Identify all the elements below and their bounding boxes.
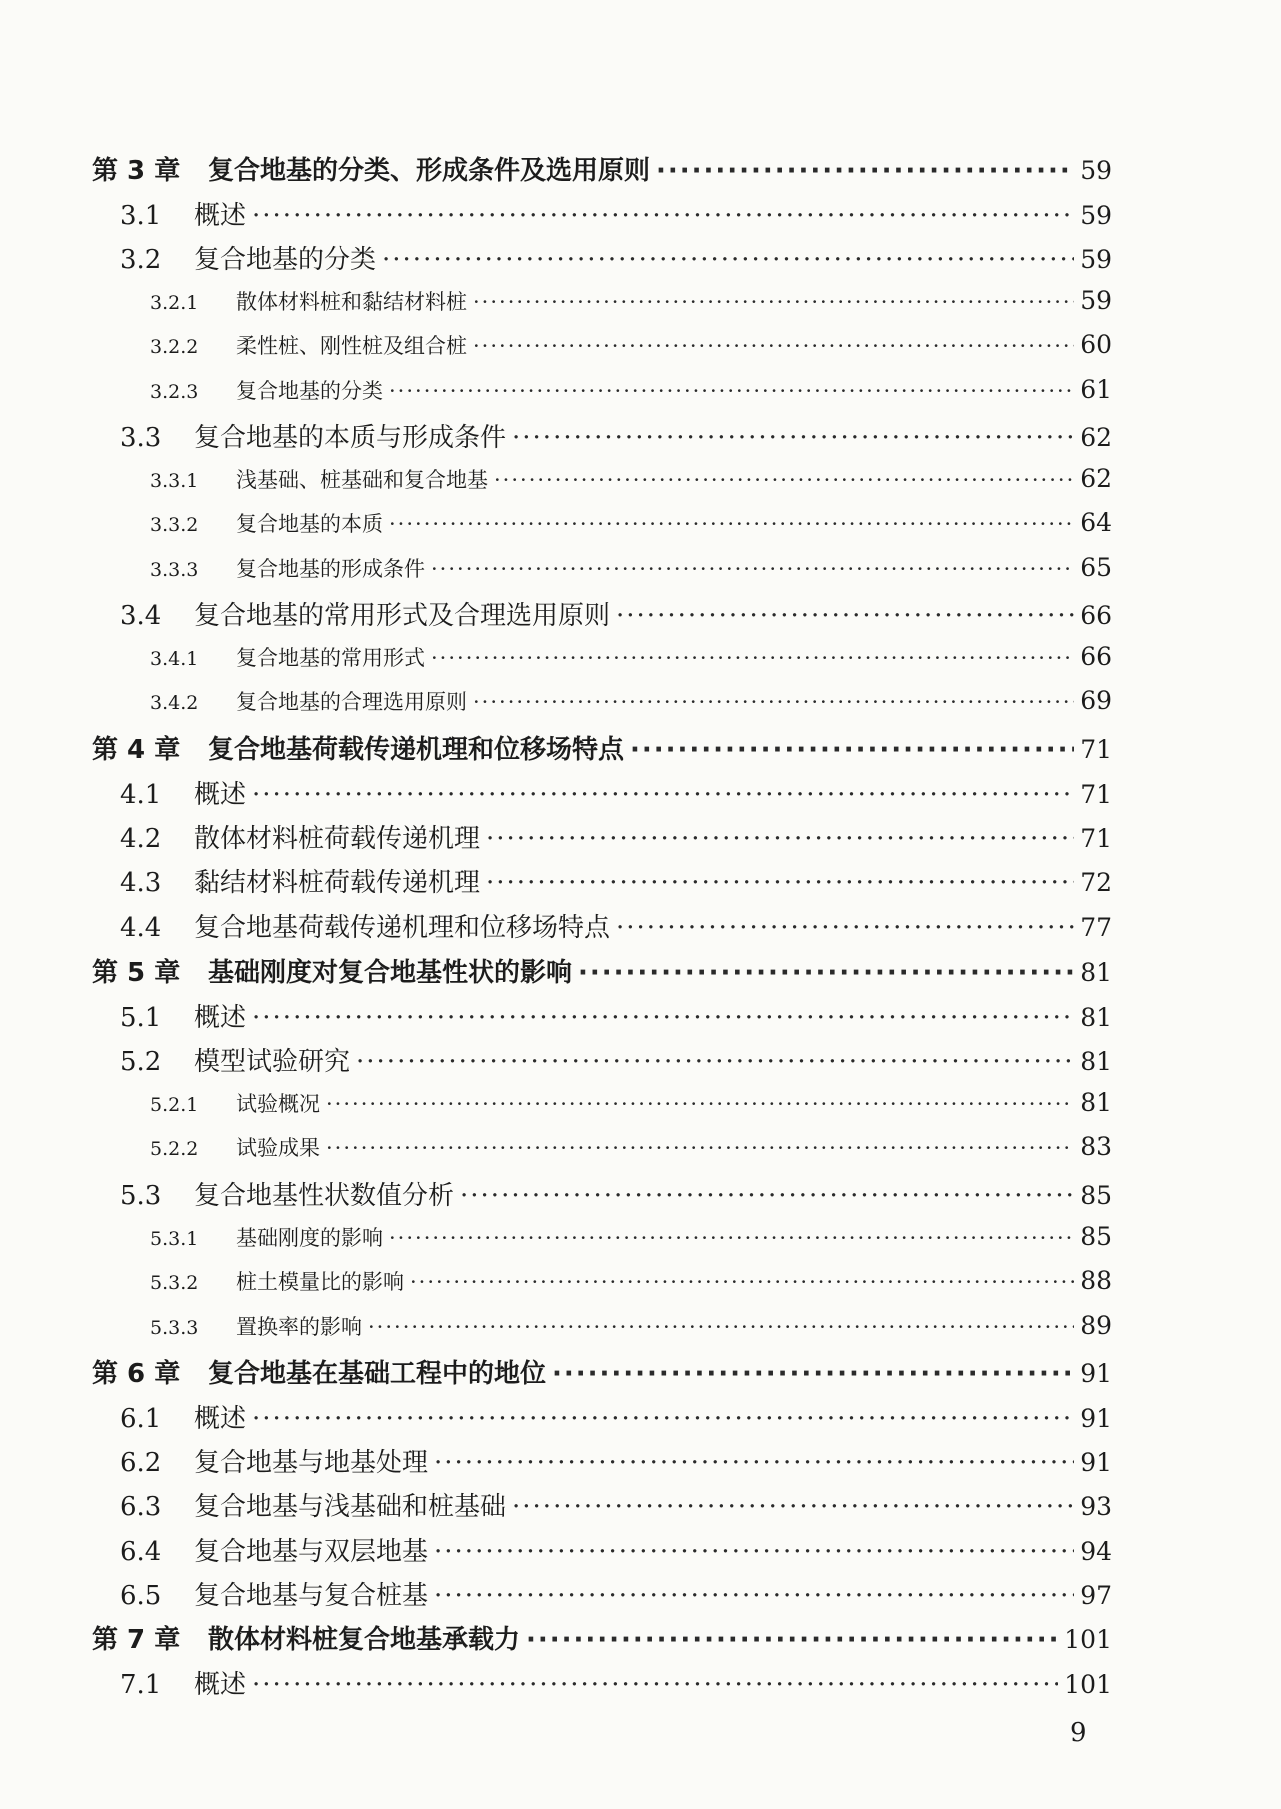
entry-number: 3.3.1 <box>150 470 199 492</box>
entry-title: 复合地基的常用形式 <box>236 646 425 670</box>
dot-leader <box>616 601 1074 631</box>
dot-leader <box>252 1003 1074 1033</box>
entry-number: 5.3.1 <box>150 1228 199 1250</box>
entry-page: 94 <box>1080 1537 1112 1566</box>
dot-leader <box>389 379 1074 403</box>
entry-number: 第 6 章 <box>92 1359 181 1389</box>
entry-page: 59 <box>1080 156 1112 185</box>
toc-entry <box>120 1575 1112 1612</box>
dot-leader <box>326 1136 1074 1160</box>
toc-entry <box>120 1041 1112 1078</box>
toc-entry <box>92 729 1112 766</box>
entry-number: 5.3.2 <box>150 1272 199 1294</box>
toc-entry <box>120 195 1112 232</box>
toc-entry <box>150 1132 1112 1162</box>
entry-number: 4.1 <box>120 780 162 810</box>
entry-page: 65 <box>1080 553 1112 582</box>
toc-entry <box>120 1486 1112 1523</box>
entry-title: 复合地基的合理选用原则 <box>236 690 467 714</box>
entry-page: 88 <box>1080 1266 1112 1295</box>
entry-page: 77 <box>1080 913 1112 942</box>
entry-page: 59 <box>1080 245 1112 274</box>
dot-leader <box>526 1625 1058 1655</box>
dot-leader <box>434 1537 1074 1567</box>
entry-page: 85 <box>1080 1222 1112 1251</box>
entry-title: 试验概况 <box>236 1092 320 1116</box>
toc-entry <box>120 1531 1112 1568</box>
toc-entry <box>92 1619 1112 1656</box>
toc-entry <box>120 1442 1112 1479</box>
toc-entry <box>150 1088 1112 1118</box>
dot-leader <box>473 334 1074 358</box>
dot-leader <box>434 1581 1074 1611</box>
entry-title: 复合地基荷载传递机理和位移场特点 <box>194 913 611 943</box>
entry-title: 复合地基的分类 <box>236 379 383 403</box>
dot-leader <box>382 245 1074 275</box>
entry-title: 复合地基的本质 <box>236 512 383 536</box>
entry-number: 第 3 章 <box>92 156 181 186</box>
entry-number: 6.3 <box>120 1492 162 1522</box>
entry-page: 61 <box>1080 375 1112 404</box>
entry-title: 概述 <box>194 1003 247 1033</box>
dot-leader <box>252 1404 1074 1434</box>
entry-number: 4.3 <box>120 868 162 898</box>
entry-page: 91 <box>1080 1359 1112 1388</box>
entry-page: 97 <box>1080 1581 1112 1610</box>
toc-entry <box>150 642 1112 672</box>
entry-page: 59 <box>1080 201 1112 230</box>
dot-leader <box>473 290 1074 314</box>
dot-leader <box>512 423 1074 453</box>
entry-page: 66 <box>1080 601 1112 630</box>
toc-entry <box>92 150 1112 187</box>
entry-title: 复合地基与地基处理 <box>194 1448 429 1478</box>
toc-entry <box>150 330 1112 360</box>
dot-leader <box>486 824 1074 854</box>
entry-title: 复合地基的形成条件 <box>236 557 425 581</box>
entry-page: 62 <box>1080 423 1112 452</box>
entry-page: 71 <box>1080 824 1112 853</box>
entry-title: 柔性桩、刚性桩及组合桩 <box>236 334 467 358</box>
toc-entry <box>120 774 1112 811</box>
toc-entry <box>92 1353 1112 1390</box>
entry-title: 模型试验研究 <box>194 1047 351 1077</box>
dot-leader <box>552 1359 1074 1389</box>
entry-title: 试验成果 <box>236 1136 320 1160</box>
entry-title: 复合地基性状数值分析 <box>194 1181 455 1211</box>
dot-leader <box>410 1270 1074 1294</box>
toc-entry <box>92 952 1112 989</box>
entry-title: 复合地基荷载传递机理和位移场特点 <box>208 735 625 765</box>
entry-page: 101 <box>1064 1670 1112 1699</box>
entry-page: 81 <box>1080 1047 1112 1076</box>
toc-entry <box>150 1311 1112 1341</box>
dot-leader <box>431 646 1074 670</box>
entry-title: 散体材料桩复合地基承载力 <box>208 1625 521 1655</box>
dot-leader <box>368 1315 1074 1339</box>
toc-entry <box>120 595 1112 632</box>
dot-leader <box>512 1492 1074 1522</box>
dot-leader <box>494 468 1074 492</box>
entry-title: 概述 <box>194 201 247 231</box>
entry-number: 4.2 <box>120 824 162 854</box>
entry-title: 复合地基在基础工程中的地位 <box>208 1359 547 1389</box>
entry-title: 散体材料桩荷载传递机理 <box>194 824 481 854</box>
toc-entry <box>120 239 1112 276</box>
entry-title: 复合地基的分类、形成条件及选用原则 <box>208 156 651 186</box>
entry-title: 复合地基与双层地基 <box>194 1537 429 1567</box>
entry-page: 72 <box>1080 868 1112 897</box>
entry-title: 概述 <box>194 1404 247 1434</box>
entry-number: 6.5 <box>120 1581 162 1611</box>
entry-title: 复合地基与浅基础和桩基础 <box>194 1492 507 1522</box>
toc-entry <box>120 1664 1112 1701</box>
entry-page: 60 <box>1080 330 1112 359</box>
entry-number: 5.3 <box>120 1181 162 1211</box>
dot-leader <box>252 780 1074 810</box>
toc-entry <box>150 375 1112 405</box>
toc-entry <box>120 818 1112 855</box>
page-number: 9 <box>1070 1718 1087 1748</box>
entry-page: 81 <box>1080 1003 1112 1032</box>
dot-leader <box>486 868 1074 898</box>
entry-number: 5.2 <box>120 1047 162 1077</box>
entry-page: 81 <box>1080 958 1112 987</box>
entry-page: 69 <box>1080 686 1112 715</box>
entry-page: 89 <box>1080 1311 1112 1340</box>
entry-number: 第 7 章 <box>92 1625 181 1655</box>
toc-entry <box>120 862 1112 899</box>
entry-page: 85 <box>1080 1181 1112 1210</box>
toc-entry <box>120 1175 1112 1212</box>
entry-number: 3.2.2 <box>150 336 199 358</box>
entry-page: 59 <box>1080 286 1112 315</box>
entry-number: 第 5 章 <box>92 958 181 988</box>
entry-number: 3.3 <box>120 423 162 453</box>
entry-page: 91 <box>1080 1448 1112 1477</box>
dot-leader <box>431 557 1074 581</box>
toc-entry <box>120 1398 1112 1435</box>
dot-leader <box>616 913 1074 943</box>
entry-title: 复合地基的分类 <box>194 245 377 275</box>
entry-page: 83 <box>1080 1132 1112 1161</box>
dot-leader <box>630 735 1074 765</box>
dot-leader <box>389 1226 1074 1250</box>
entry-title: 黏结材料桩荷载传递机理 <box>194 868 481 898</box>
entry-title: 概述 <box>194 780 247 810</box>
toc-entry <box>150 553 1112 583</box>
entry-number: 6.2 <box>120 1448 162 1478</box>
entry-number: 6.4 <box>120 1537 162 1567</box>
toc-entry <box>150 1222 1112 1252</box>
entry-page: 81 <box>1080 1088 1112 1117</box>
entry-number: 5.3.3 <box>150 1317 199 1339</box>
entry-title: 概述 <box>194 1670 247 1700</box>
dot-leader <box>473 690 1074 714</box>
entry-page: 66 <box>1080 642 1112 671</box>
entry-title: 基础刚度的影响 <box>236 1226 383 1250</box>
entry-page: 71 <box>1080 780 1112 809</box>
entry-page: 93 <box>1080 1492 1112 1521</box>
entry-number: 第 4 章 <box>92 735 181 765</box>
dot-leader <box>389 512 1074 536</box>
dot-leader <box>252 1670 1058 1700</box>
dot-leader <box>656 156 1074 186</box>
entry-number: 7.1 <box>120 1670 162 1700</box>
entry-title: 复合地基的常用形式及合理选用原则 <box>194 601 611 631</box>
entry-number: 5.2.2 <box>150 1138 199 1160</box>
toc-entry <box>150 286 1112 316</box>
entry-title: 基础刚度对复合地基性状的影响 <box>208 958 573 988</box>
entry-number: 3.3.2 <box>150 514 199 536</box>
toc-entry <box>120 907 1112 944</box>
entry-number: 3.2 <box>120 245 162 275</box>
dot-leader <box>578 958 1074 988</box>
entry-number: 3.4.1 <box>150 648 199 670</box>
entry-number: 4.4 <box>120 913 162 943</box>
toc-entry <box>120 417 1112 454</box>
dot-leader <box>460 1181 1074 1211</box>
entry-number: 5.2.1 <box>150 1094 199 1116</box>
entry-number: 6.1 <box>120 1404 162 1434</box>
entry-number: 3.2.3 <box>150 381 199 403</box>
entry-title: 桩土模量比的影响 <box>236 1270 404 1294</box>
entry-number: 3.2.1 <box>150 292 199 314</box>
entry-page: 101 <box>1064 1625 1112 1654</box>
entry-page: 64 <box>1080 508 1112 537</box>
dot-leader <box>326 1092 1074 1116</box>
entry-number: 3.3.3 <box>150 559 199 581</box>
entry-number: 3.4.2 <box>150 692 199 714</box>
dot-leader <box>356 1047 1074 1077</box>
entry-number: 5.1 <box>120 1003 162 1033</box>
entry-page: 71 <box>1080 735 1112 764</box>
entry-number: 3.4 <box>120 601 162 631</box>
toc-entry <box>150 1266 1112 1296</box>
entry-title: 复合地基的本质与形成条件 <box>194 423 507 453</box>
entry-title: 散体材料桩和黏结材料桩 <box>236 290 467 314</box>
entry-title: 浅基础、桩基础和复合地基 <box>236 468 488 492</box>
dot-leader <box>434 1448 1074 1478</box>
dot-leader <box>252 201 1074 231</box>
toc-entry <box>150 464 1112 494</box>
entry-title: 置换率的影响 <box>236 1315 362 1339</box>
entry-number: 3.1 <box>120 201 162 231</box>
entry-page: 91 <box>1080 1404 1112 1433</box>
entry-title: 复合地基与复合桩基 <box>194 1581 429 1611</box>
toc-entry <box>150 686 1112 716</box>
toc-entry <box>150 508 1112 538</box>
entry-page: 62 <box>1080 464 1112 493</box>
toc-entry <box>120 997 1112 1034</box>
